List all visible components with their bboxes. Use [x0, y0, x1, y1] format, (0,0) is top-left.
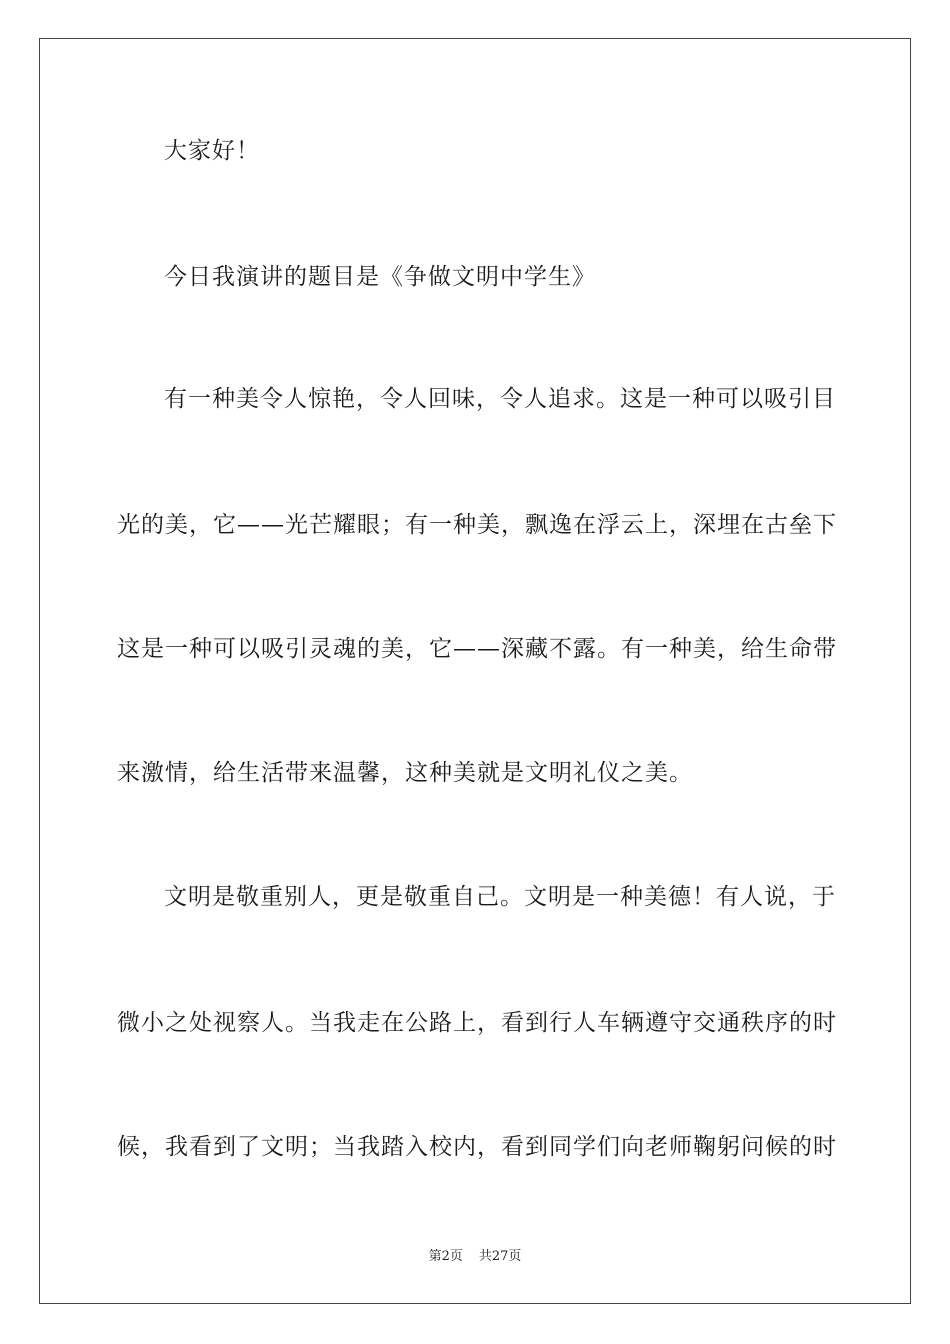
page-total: 共27页: [478, 1249, 522, 1264]
paragraph-line: 微小之处视察人。当我走在公路上，看到行人车辆遵守交通秩序的时: [117, 1010, 837, 1036]
topic-line: 今日我演讲的题目是《争做文明中学生》: [164, 264, 596, 290]
paragraph-line: 有一种美令人惊艳，令人回味，令人追求。这是一种可以吸引目: [164, 386, 836, 412]
paragraph-line: 来激情，给生活带来温馨，这种美就是文明礼仪之美。: [117, 760, 693, 786]
paragraph-line: 光的美，它——光芒耀眼；有一种美，飘逸在浮云上，深埋在古垒下: [117, 512, 837, 538]
paragraph-line: 候，我看到了文明；当我踏入校内，看到同学们向老师鞠躬问候的时: [117, 1134, 837, 1160]
greeting-line: 大家好！: [164, 138, 260, 164]
page-footer: [0, 1248, 950, 1266]
page-border: [39, 38, 911, 1304]
paragraph-line: 文明是敬重别人，更是敬重自己。文明是一种美德！有人说，于: [164, 884, 836, 910]
page-number: 第2页: [428, 1249, 463, 1264]
paragraph-line: 这是一种可以吸引灵魂的美，它——深藏不露。有一种美，给生命带: [117, 636, 837, 662]
